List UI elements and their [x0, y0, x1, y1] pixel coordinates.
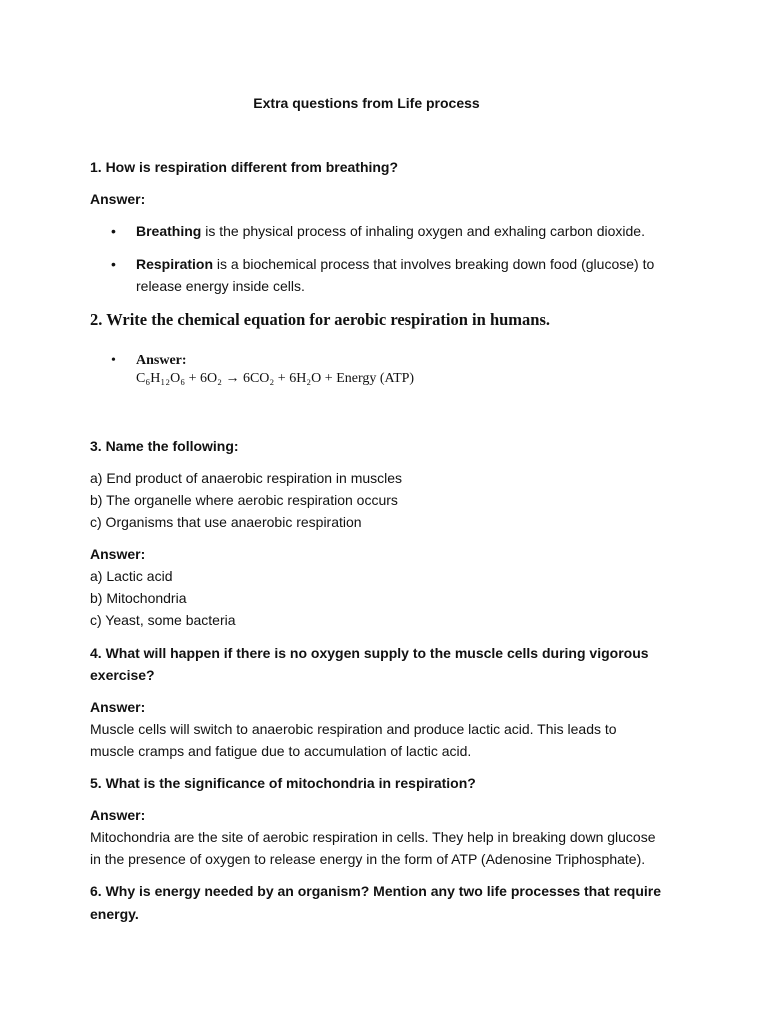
question-2: 2. Write the chemical equation for aerobic respiration in humans.: [90, 310, 551, 329]
answer-item: a) Lactic acid: [90, 568, 173, 584]
question-6: 6. Why is energy needed by an organism? Mention any two life processes that require: [90, 883, 662, 899]
question-5: 5. What is the significance of mitochondria in respiration?: [90, 775, 476, 791]
answer-item: c) Yeast, some bacteria: [90, 612, 236, 628]
answer-text-4-cont: muscle cramps and fatigue due to accumulation of lactic acid.: [90, 743, 472, 759]
answer-text-5: Mitochondria are the site of aerobic respiration in cells. They help in breaking down glucose: [90, 829, 656, 845]
answer-label-3: Answer:: [90, 546, 146, 562]
term-breathing-text: is the physical process of inhaling oxygen and exhaling carbon dioxide.: [201, 223, 645, 239]
chemical-equation: C₆H₁₂O₆ + 6O₂ → 6CO₂ + 6H₂O + Energy (ATP): [136, 371, 415, 386]
bullet-item-breathing: [136, 220, 645, 242]
bullet-item-respiration: [136, 253, 654, 275]
bullet-icon: •: [111, 353, 116, 368]
question-3: 3. Name the following:: [90, 438, 239, 454]
answer-text-5-cont: in the presence of oxygen to release energy in the form of ATP (Adenosine Triphosphate).: [90, 851, 646, 867]
question-6-cont: energy.: [90, 906, 139, 922]
term-respiration: Respiration: [136, 256, 214, 272]
list-item: c) Organisms that use anaerobic respiration: [90, 514, 362, 530]
list-item: a) End product of anaerobic respiration in muscles: [90, 470, 403, 486]
term-respiration-text: is a biochemical process that involves breaking down food (glucose) to: [213, 256, 655, 272]
answer-label-5: Answer:: [90, 807, 146, 823]
term-respiration-text-cont: release energy inside cells.: [136, 278, 305, 294]
answer-text-4: Muscle cells will switch to anaerobic respiration and produce lactic acid. This leads to: [90, 721, 617, 737]
term-breathing: Breathing: [136, 223, 202, 239]
bullet-icon: •: [111, 256, 116, 272]
list-item: b) The organelle where aerobic respiration occurs: [90, 492, 398, 508]
document-title: Extra questions from Life process: [253, 95, 480, 111]
answer-item: b) Mitochondria: [90, 590, 187, 606]
question-1: 1. How is respiration different from breathing?: [90, 159, 399, 175]
answer-label-2: Answer:: [136, 353, 187, 368]
bullet-icon: •: [111, 223, 116, 239]
question-4: 4. What will happen if there is no oxygen supply to the muscle cells during vigorous: [90, 645, 649, 661]
question-4-cont: exercise?: [90, 667, 155, 683]
answer-label-4: Answer:: [90, 699, 146, 715]
answer-label-1: Answer:: [90, 191, 146, 207]
